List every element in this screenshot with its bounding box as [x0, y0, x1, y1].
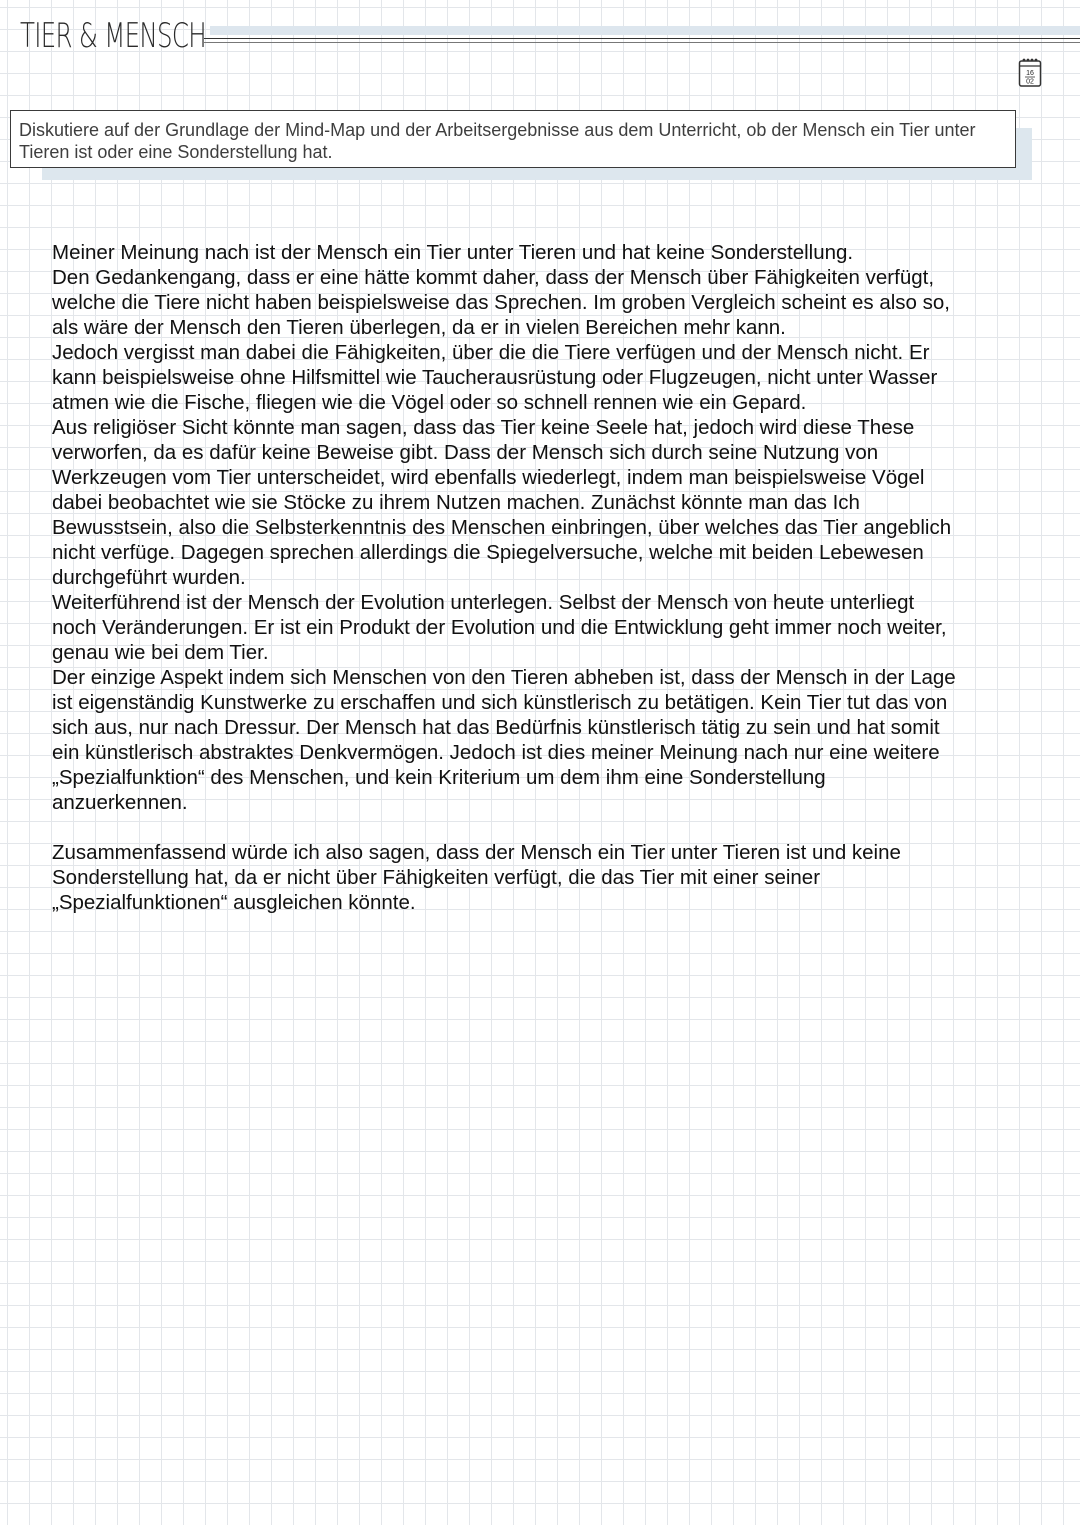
essay-line: anzuerkennen.	[52, 791, 188, 814]
title-rule	[204, 38, 1080, 43]
conclusion-line: Sonderstellung hat, da er nicht über Fähigkeiten verfügt, die das Tier mit einer seiner	[52, 866, 821, 889]
essay-line: verworfen, da es dafür keine Beweise gibt. Dass der Mensch sich durch seine Nutzung von	[52, 441, 879, 464]
calendar-day: 16	[1026, 70, 1034, 77]
essay-line: Aus religiöser Sicht könnte man sagen, dass das Tier keine Seele hat, jedoch wird diese These	[52, 416, 915, 439]
conclusion-line: Zusammenfassend würde ich also sagen, dass der Mensch ein Tier unter Tieren ist und keine	[52, 841, 901, 864]
task-text: Diskutiere auf der Grundlage der Mind-Map und der Arbeitsergebnisse aus dem Unterricht, ob der Mensch ein Tier unter Tieren ist oder eine Sonderstellung hat.	[19, 120, 976, 162]
essay-line: atmen wie die Fische, fliegen wie die Vögel oder so schnell rennen wie ein Gepard.	[52, 391, 807, 414]
essay-line: Bewusstsein, also die Selbsterkenntnis des Menschen einbringen, über welches das Tier angeblich	[52, 516, 952, 539]
essay-line: genau wie bei dem Tier.	[52, 641, 269, 664]
essay-line: welche die Tiere nicht haben beispielsweise das Sprechen. Im groben Vergleich scheint es also so,	[52, 291, 950, 314]
essay-line: kann beispielsweise ohne Hilfsmittel wie Taucherausrüstung oder Flugzeugen, nicht unter Wasser	[52, 366, 938, 389]
essay-line: durchgeführt wurden.	[52, 566, 246, 589]
paragraph-gap	[52, 815, 1022, 840]
essay-line: „Spezialfunktion“ des Menschen, und kein Kriterium um dem ihm eine Sonderstellung	[52, 766, 826, 789]
title-rule-shade	[210, 26, 1080, 35]
essay-line: noch Veränderungen. Er ist ein Produkt der Evolution und die Entwicklung geht immer noch weiter,	[52, 616, 947, 639]
essay-line: Den Gedankengang, dass er eine hätte kommt daher, dass der Mensch über Fähigkeiten verfügt,	[52, 266, 935, 289]
calendar-month: 02	[1026, 78, 1034, 86]
page-header	[0, 0, 1080, 70]
essay-line: Jedoch vergisst man dabei die Fähigkeiten, über die die Tiere verfügen und der Mensch nicht. Er	[52, 341, 930, 364]
essay-line: Meiner Meinung nach ist der Mensch ein Tier unter Tieren und hat keine Sonderstellung.	[52, 241, 854, 264]
calendar-icon	[1018, 56, 1042, 88]
page-title: TIER & MENSCH	[20, 16, 206, 56]
essay-line: nicht verfüge. Dagegen sprechen allerdings die Spiegelversuche, welche mit beiden Lebewesen	[52, 541, 924, 564]
conclusion-line: „Spezialfunktionen“ ausgleichen könnte.	[52, 891, 416, 914]
essay-line: dabei beobachtet wie sie Stöcke zu ihrem Nutzen machen. Zunächst könnte man das Ich	[52, 491, 860, 514]
essay-line: Werkzeugen vom Tier unterscheidet, wird ebenfalls wiederlegt, indem man beispielsweise Vögel	[52, 466, 925, 489]
essay-line: Weiterführend ist der Mensch der Evolution unterlegen. Selbst der Mensch von heute unterliegt	[52, 591, 915, 614]
essay-line: als wäre der Mensch den Tieren überlegen, da er in vielen Bereichen mehr kann.	[52, 316, 786, 339]
essay-line: ein künstlerisch abstraktes Denkvermögen. Jedoch ist dies meiner Meinung nach nur eine weitere	[52, 741, 940, 764]
essay-line: ist eigenständig Kunstwerke zu erschaffen und sich künstlerisch zu betätigen. Kein Tier tut das von	[52, 691, 948, 714]
task-prompt	[10, 110, 1016, 168]
essay-line: Der einzige Aspekt indem sich Menschen von den Tieren abheben ist, dass der Mensch in der Lage	[52, 666, 956, 689]
essay-body	[52, 240, 1022, 915]
essay-line: sich aus, nur nach Dressur. Der Mensch hat das Bedürfnis künstlerisch tätig zu sein und hat somit	[52, 716, 940, 739]
